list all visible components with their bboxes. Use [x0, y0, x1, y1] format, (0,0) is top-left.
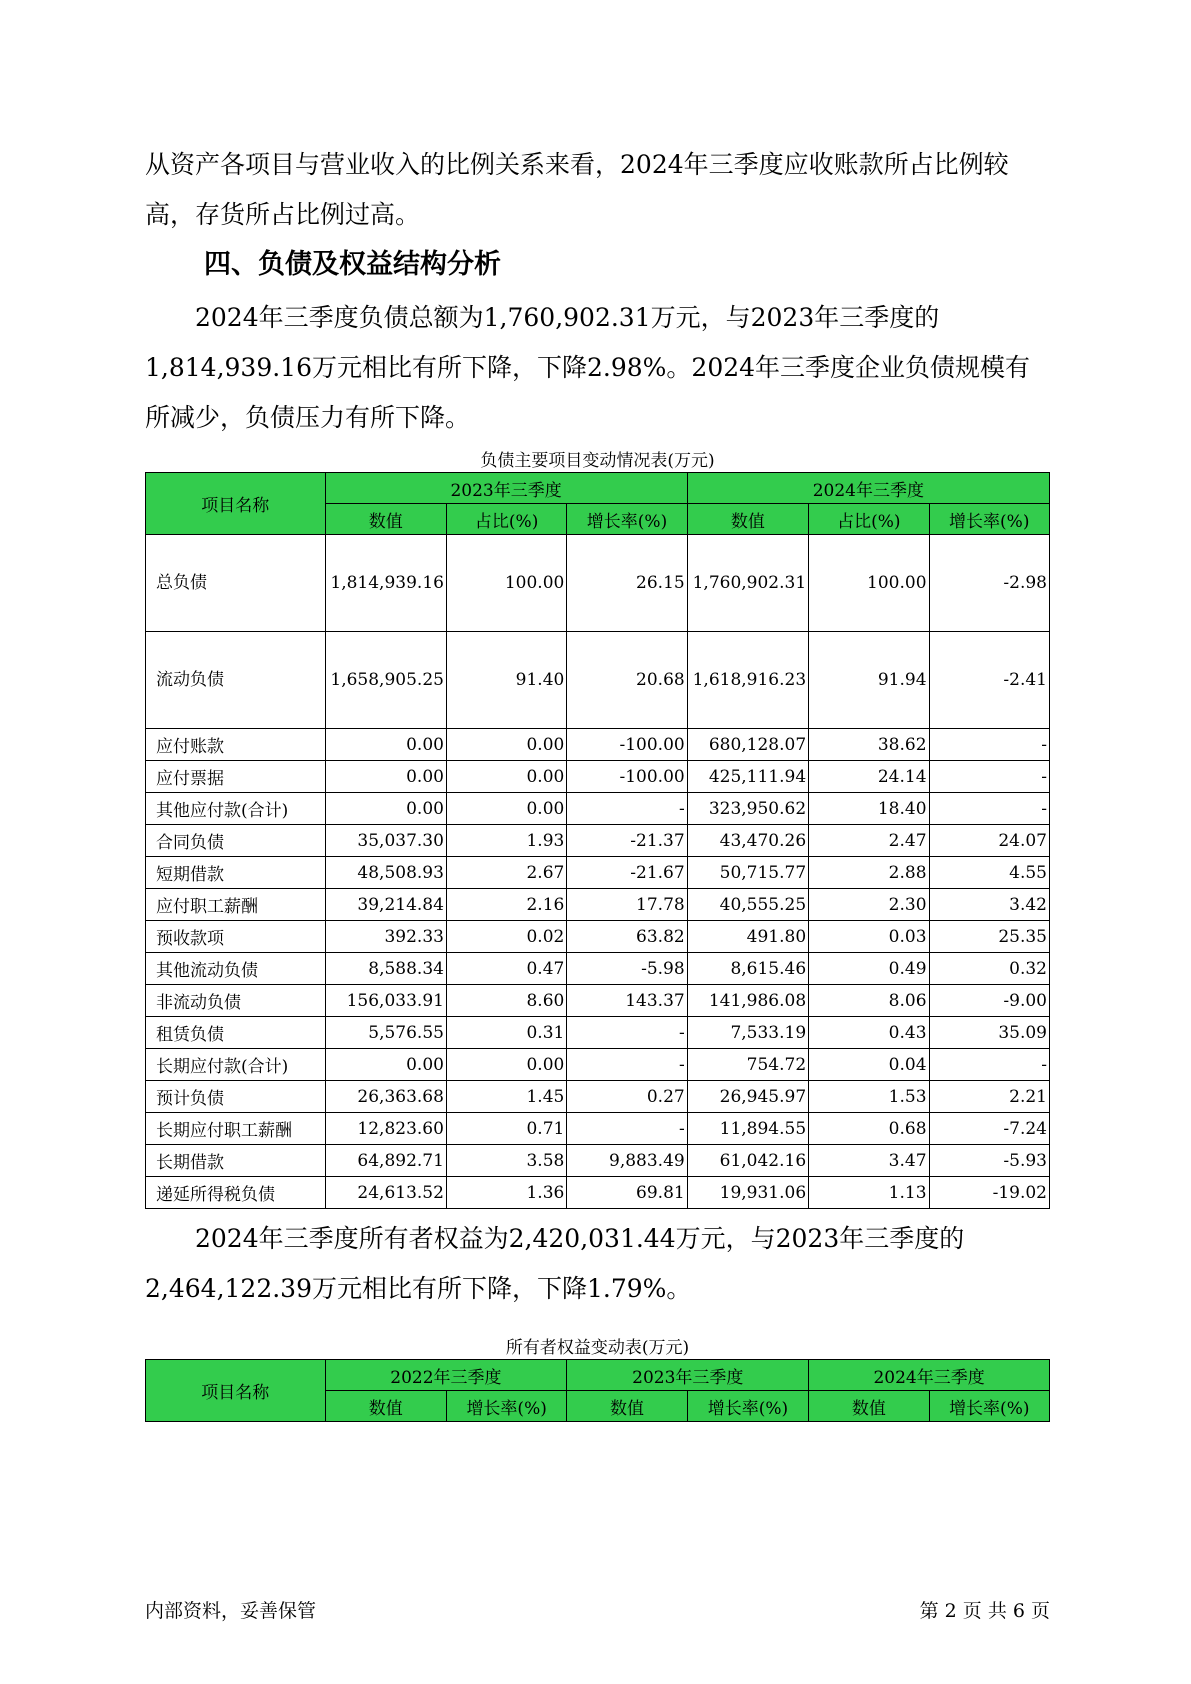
- cell-2023-value: 0.00: [325, 729, 446, 761]
- row-item-name: 非流动负债: [146, 985, 326, 1017]
- row-item-name: 长期应付职工薪酬: [146, 1113, 326, 1145]
- cell-2023-share: 0.02: [446, 921, 566, 953]
- table-row: [146, 1017, 1050, 1049]
- cell-2023-value: 64,892.71: [325, 1145, 446, 1177]
- row-item-name: 应付票据: [146, 761, 326, 793]
- cell-2023-share: 0.00: [446, 761, 566, 793]
- row-item-name: 长期应付款(合计): [146, 1049, 326, 1081]
- cell-2023-growth: 26.15: [567, 535, 687, 632]
- row-item-name: 其他应付款(合计): [146, 793, 326, 825]
- header-period-2023: 2023年三季度: [325, 473, 687, 504]
- cell-2024-growth: -5.93: [929, 1145, 1049, 1177]
- header-period-2024: 2024年三季度: [809, 1360, 1050, 1391]
- cell-2024-growth: -: [929, 729, 1049, 761]
- header-value: 数值: [325, 1391, 446, 1422]
- cell-2023-share: 0.71: [446, 1113, 566, 1145]
- cell-2024-growth: 0.32: [929, 953, 1049, 985]
- cell-2023-value: 392.33: [325, 921, 446, 953]
- cell-2024-growth: 24.07: [929, 825, 1049, 857]
- cell-2024-share: 1.53: [809, 1081, 929, 1113]
- row-item-name: 递延所得税负债: [146, 1177, 326, 1209]
- cell-2024-value: 43,470.26: [687, 825, 808, 857]
- cell-2024-value: 61,042.16: [687, 1145, 808, 1177]
- table-row: [146, 632, 1050, 729]
- cell-2023-value: 48,508.93: [325, 857, 446, 889]
- row-item-name: 短期借款: [146, 857, 326, 889]
- cell-2024-value: 7,533.19: [687, 1017, 808, 1049]
- row-item-name: 总负债: [146, 535, 326, 632]
- header-period-2024: 2024年三季度: [687, 473, 1049, 504]
- table-row: [146, 793, 1050, 825]
- cell-2024-share: 91.94: [809, 632, 929, 729]
- table-row: [146, 1081, 1050, 1113]
- cell-2023-growth: 9,883.49: [567, 1145, 687, 1177]
- table-row: [146, 953, 1050, 985]
- equity-summary-paragraph: 2024年三季度所有者权益为2,420,031.44万元，与2023年三季度的2,464,122.39万元相比有所下降，下降1.79%。: [145, 1224, 965, 1303]
- cell-2023-value: 156,033.91: [325, 985, 446, 1017]
- equity-table-caption: 所有者权益变动表(万元): [505, 1338, 690, 1358]
- header-growth: 增长率(%): [929, 1391, 1049, 1422]
- cell-2023-share: 2.16: [446, 889, 566, 921]
- cell-2023-share: 100.00: [446, 535, 566, 632]
- cell-2023-share: 91.40: [446, 632, 566, 729]
- cell-2024-growth: -9.00: [929, 985, 1049, 1017]
- cell-2024-growth: 2.21: [929, 1081, 1049, 1113]
- cell-2023-growth: 69.81: [567, 1177, 687, 1209]
- cell-2023-value: 24,613.52: [325, 1177, 446, 1209]
- cell-2023-share: 2.67: [446, 857, 566, 889]
- row-item-name: 租赁负债: [146, 1017, 326, 1049]
- cell-2024-value: 8,615.46: [687, 953, 808, 985]
- cell-2023-share: 0.31: [446, 1017, 566, 1049]
- cell-2024-share: 2.30: [809, 889, 929, 921]
- liability-summary-paragraph: 2024年三季度负债总额为1,760,902.31万元，与2023年三季度的1,814,939.16万元相比有所下降，下降2.98%。2024年三季度企业负债规模有所减少，负债压力有所下降。: [145, 303, 1031, 432]
- cell-2024-value: 754.72: [687, 1049, 808, 1081]
- cell-2024-growth: -: [929, 761, 1049, 793]
- cell-2024-share: 8.06: [809, 985, 929, 1017]
- cell-2024-growth: -2.98: [929, 535, 1049, 632]
- cell-2023-growth: -5.98: [567, 953, 687, 985]
- table-row: [146, 985, 1050, 1017]
- row-item-name: 应付职工薪酬: [146, 889, 326, 921]
- row-item-name: 预计负债: [146, 1081, 326, 1113]
- cell-2023-share: 1.93: [446, 825, 566, 857]
- cell-2024-value: 26,945.97: [687, 1081, 808, 1113]
- cell-2024-growth: -7.24: [929, 1113, 1049, 1145]
- cell-2024-share: 2.47: [809, 825, 929, 857]
- header-share: 占比(%): [446, 504, 566, 535]
- cell-2024-growth: 25.35: [929, 921, 1049, 953]
- cell-2023-share: 0.00: [446, 729, 566, 761]
- cell-2023-value: 35,037.30: [325, 825, 446, 857]
- table-row: [146, 1049, 1050, 1081]
- cell-2023-share: 1.45: [446, 1081, 566, 1113]
- cell-2024-share: 38.62: [809, 729, 929, 761]
- cell-2023-value: 8,588.34: [325, 953, 446, 985]
- cell-2023-value: 0.00: [325, 1049, 446, 1081]
- cell-2023-value: 0.00: [325, 793, 446, 825]
- section-heading: 四、负债及权益结构分析: [204, 249, 501, 280]
- header-growth: 增长率(%): [687, 1391, 808, 1422]
- cell-2023-share: 0.00: [446, 1049, 566, 1081]
- cell-2023-value: 39,214.84: [325, 889, 446, 921]
- cell-2024-value: 1,618,916.23: [687, 632, 808, 729]
- cell-2024-share: 0.04: [809, 1049, 929, 1081]
- cell-2024-growth: -2.41: [929, 632, 1049, 729]
- row-item-name: 流动负债: [146, 632, 326, 729]
- cell-2024-value: 680,128.07: [687, 729, 808, 761]
- cell-2023-share: 3.58: [446, 1145, 566, 1177]
- header-growth: 增长率(%): [929, 504, 1049, 535]
- cell-2024-value: 323,950.62: [687, 793, 808, 825]
- table-row: [146, 1177, 1050, 1209]
- cell-2024-growth: 35.09: [929, 1017, 1049, 1049]
- cell-2024-value: 11,894.55: [687, 1113, 808, 1145]
- cell-2023-growth: -100.00: [567, 761, 687, 793]
- table-row: [146, 825, 1050, 857]
- header-value: 数值: [809, 1391, 929, 1422]
- header-period-2023: 2023年三季度: [567, 1360, 809, 1391]
- table-row: [146, 889, 1050, 921]
- cell-2023-value: 5,576.55: [325, 1017, 446, 1049]
- equity-table: [145, 1359, 1050, 1422]
- cell-2024-growth: 3.42: [929, 889, 1049, 921]
- cell-2023-growth: -: [567, 1113, 687, 1145]
- cell-2023-growth: 143.37: [567, 985, 687, 1017]
- cell-2023-growth: -: [567, 793, 687, 825]
- cell-2024-value: 40,555.25: [687, 889, 808, 921]
- header-value: 数值: [567, 1391, 687, 1422]
- cell-2024-share: 0.43: [809, 1017, 929, 1049]
- cell-2023-growth: -21.37: [567, 825, 687, 857]
- footer-confidential-note: 内部资料，妥善保管: [145, 1600, 317, 1622]
- cell-2023-growth: 63.82: [567, 921, 687, 953]
- header-period-2022: 2022年三季度: [325, 1360, 567, 1391]
- cell-2024-share: 0.03: [809, 921, 929, 953]
- table-row: [146, 857, 1050, 889]
- cell-2024-growth: 4.55: [929, 857, 1049, 889]
- header-item-name: 项目名称: [146, 473, 326, 535]
- cell-2024-share: 0.68: [809, 1113, 929, 1145]
- table-row: [146, 729, 1050, 761]
- cell-2023-growth: -: [567, 1017, 687, 1049]
- cell-2024-growth: -19.02: [929, 1177, 1049, 1209]
- header-value: 数值: [687, 504, 808, 535]
- cell-2024-share: 2.88: [809, 857, 929, 889]
- liability-table: [145, 472, 1050, 1209]
- row-item-name: 预收款项: [146, 921, 326, 953]
- cell-2023-value: 1,814,939.16: [325, 535, 446, 632]
- cell-2024-value: 19,931.06: [687, 1177, 808, 1209]
- row-item-name: 合同负债: [146, 825, 326, 857]
- intro-paragraph: 从资产各项目与营业收入的比例关系来看，2024年三季度应收账款所占比例较高，存货所占比例过高。: [145, 150, 1009, 229]
- cell-2023-growth: 0.27: [567, 1081, 687, 1113]
- table-row: [146, 761, 1050, 793]
- table-row: [146, 921, 1050, 953]
- header-value: 数值: [325, 504, 446, 535]
- cell-2024-value: 1,760,902.31: [687, 535, 808, 632]
- cell-2023-growth: 20.68: [567, 632, 687, 729]
- cell-2023-value: 1,658,905.25: [325, 632, 446, 729]
- cell-2024-share: 24.14: [809, 761, 929, 793]
- cell-2024-share: 100.00: [809, 535, 929, 632]
- cell-2024-growth: -: [929, 1049, 1049, 1081]
- liability-table-caption: 负债主要项目变动情况表(万元): [480, 451, 715, 471]
- cell-2023-value: 12,823.60: [325, 1113, 446, 1145]
- table-row: [146, 1113, 1050, 1145]
- table-row: [146, 1145, 1050, 1177]
- cell-2023-share: 0.47: [446, 953, 566, 985]
- cell-2024-value: 425,111.94: [687, 761, 808, 793]
- row-item-name: 长期借款: [146, 1145, 326, 1177]
- cell-2023-value: 26,363.68: [325, 1081, 446, 1113]
- cell-2024-share: 1.13: [809, 1177, 929, 1209]
- cell-2024-share: 18.40: [809, 793, 929, 825]
- cell-2023-growth: 17.78: [567, 889, 687, 921]
- header-growth: 增长率(%): [567, 504, 687, 535]
- footer-page-number: 第 2 页 共 6 页: [919, 1600, 1050, 1622]
- row-item-name: 应付账款: [146, 729, 326, 761]
- header-share: 占比(%): [809, 504, 929, 535]
- table-row: [146, 535, 1050, 632]
- cell-2023-share: 1.36: [446, 1177, 566, 1209]
- cell-2023-growth: -: [567, 1049, 687, 1081]
- cell-2023-value: 0.00: [325, 761, 446, 793]
- cell-2023-growth: -100.00: [567, 729, 687, 761]
- cell-2024-value: 50,715.77: [687, 857, 808, 889]
- cell-2024-share: 3.47: [809, 1145, 929, 1177]
- cell-2024-value: 491.80: [687, 921, 808, 953]
- row-item-name: 其他流动负债: [146, 953, 326, 985]
- cell-2024-growth: -: [929, 793, 1049, 825]
- header-growth: 增长率(%): [446, 1391, 566, 1422]
- header-item-name: 项目名称: [146, 1360, 326, 1422]
- cell-2024-value: 141,986.08: [687, 985, 808, 1017]
- cell-2023-share: 8.60: [446, 985, 566, 1017]
- cell-2023-growth: -21.67: [567, 857, 687, 889]
- cell-2024-share: 0.49: [809, 953, 929, 985]
- cell-2023-share: 0.00: [446, 793, 566, 825]
